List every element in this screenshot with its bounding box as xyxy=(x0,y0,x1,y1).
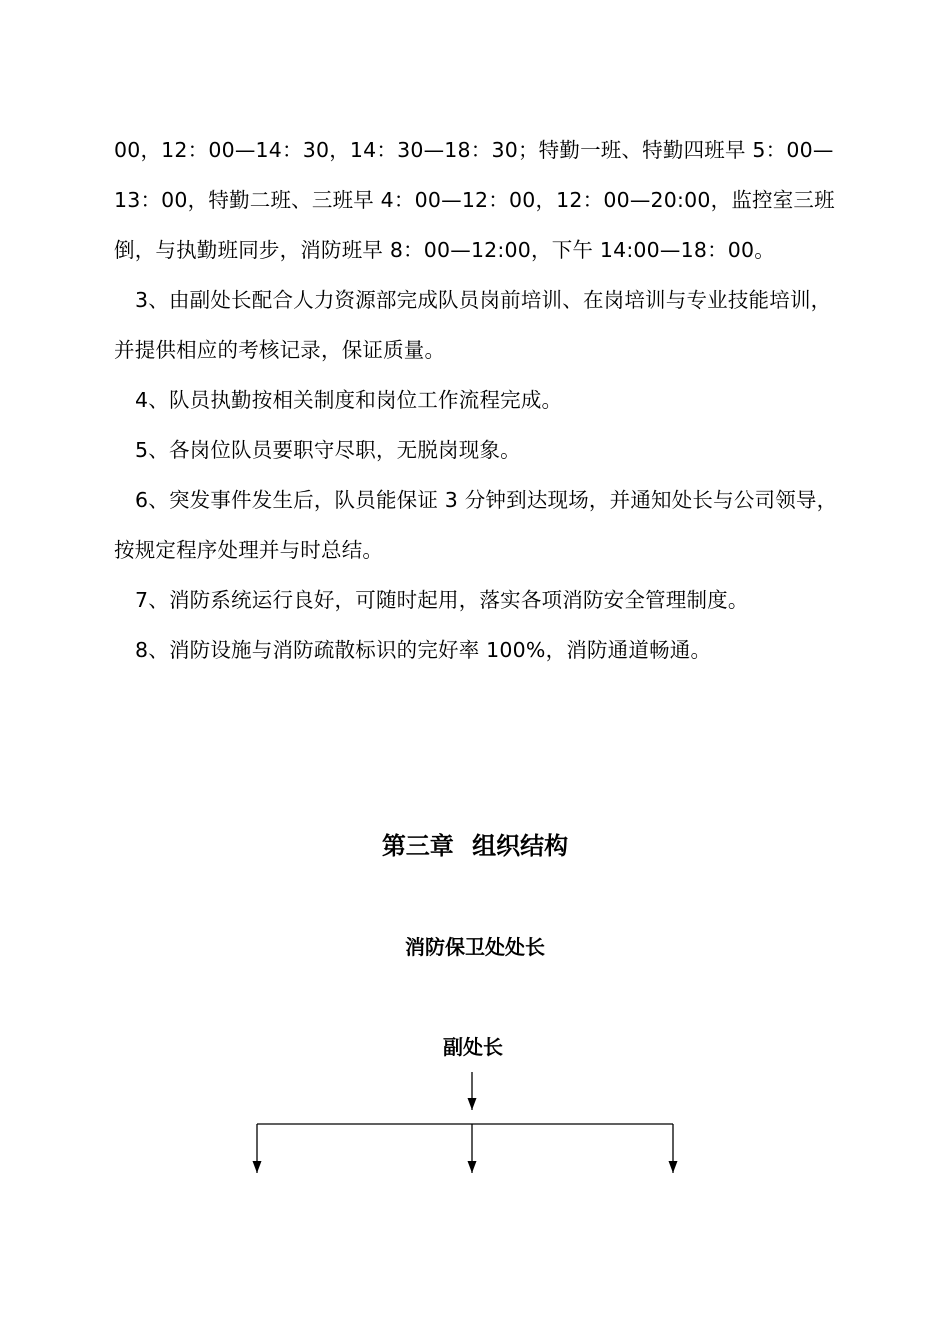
paragraph-item-6: 6、突发事件发生后，队员能保证 3 分钟到达现场，并通知处长与公司领导，按规定程序处理并与时总结。 xyxy=(114,488,838,562)
paragraph-schedule: 00，12：00—14：30，14：30—18：30；特勤一班、特勤四班早 5：00—13：00，特勤二班、三班早 4：00—12：00，12：00—20:00，监控室三班倒，与执勤班同步，消防班早 8：00—12:00，下午 14:00—18：00。 xyxy=(114,138,835,262)
arrow-branch-center xyxy=(468,1161,477,1173)
paragraph-item-3: 3、由副处长配合人力资源部完成队员岗前培训、在岗培训与专业技能培训，并提供相应的考核记录，保证质量。 xyxy=(114,288,832,362)
arrow-branch-right xyxy=(669,1161,678,1173)
chapter-title: 第三章 组织结构 xyxy=(381,832,569,860)
paragraph-item-4: 4、队员执勤按相关制度和岗位工作流程完成。 xyxy=(135,388,563,412)
paragraph-item-5: 5、各岗位队员要职守尽职，无脱岗现象。 xyxy=(135,438,521,462)
body-text xyxy=(114,125,838,675)
paragraph-item-7: 7、消防系统运行良好，可随时起用，落实各项消防安全管理制度。 xyxy=(135,588,749,612)
arrow-branch-left xyxy=(253,1161,262,1173)
arrow-deputy-down xyxy=(468,1098,477,1110)
org-node-head: 消防保卫处处长 xyxy=(405,935,545,959)
paragraph-item-8: 8、消防设施与消防疏散标识的完好率 100%，消防通道畅通。 xyxy=(135,638,712,662)
org-node-deputy: 副处长 xyxy=(443,1035,503,1059)
